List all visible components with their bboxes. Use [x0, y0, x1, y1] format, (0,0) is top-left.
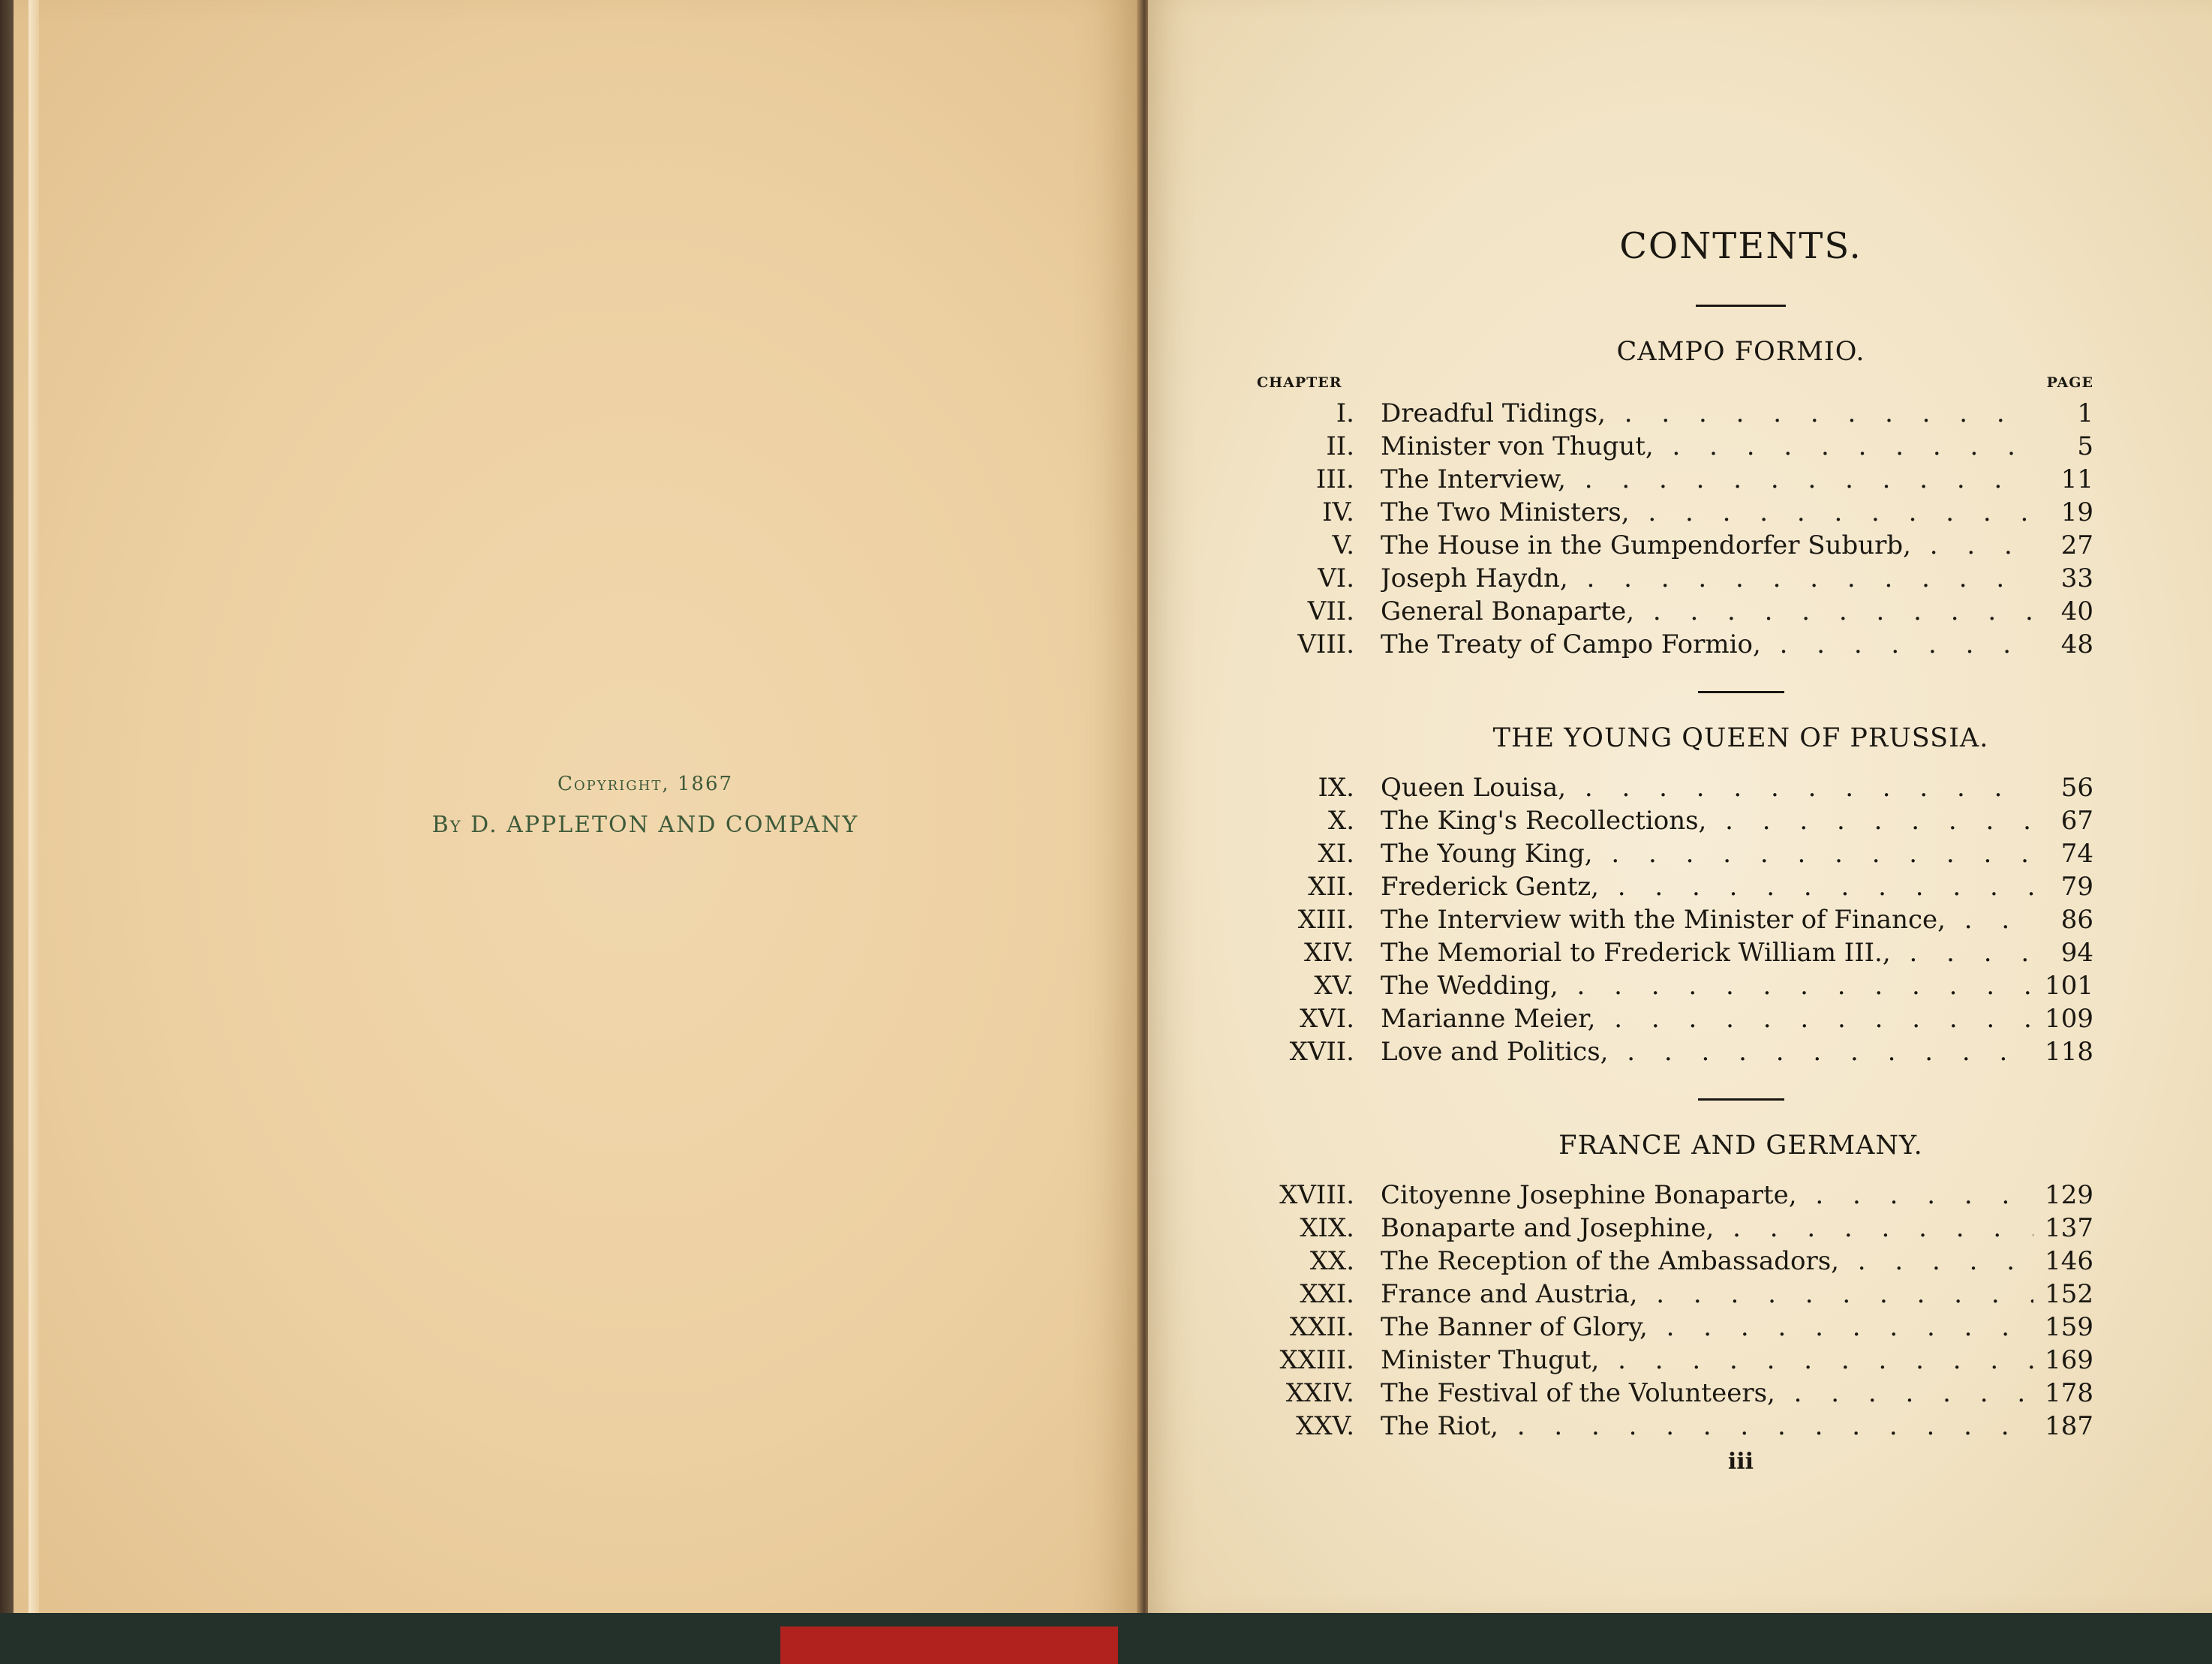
- chapter-title: The Festival of the Volunteers, . . .: [1381, 1377, 2033, 1410]
- section-title: CAMPO FORMIO.: [1616, 337, 1865, 367]
- section-rule: [1698, 691, 1784, 693]
- chapter-page: 129: [2045, 1180, 2093, 1210]
- chapter-page: 169: [2045, 1345, 2093, 1375]
- chapter-title: France and Austria, . . .: [1381, 1278, 2033, 1311]
- section-chapters: [1246, 397, 2093, 661]
- chapter-page: 159: [2045, 1312, 2093, 1342]
- chapter-title: Citoyenne Josephine Bonaparte, . . .: [1381, 1179, 2033, 1212]
- chapter-number: XVI.: [1300, 1004, 1354, 1034]
- chapter-number: XXIII.: [1279, 1345, 1354, 1375]
- chapter-row: [1246, 1245, 2093, 1278]
- chapter-title: The Two Ministers, . . .: [1381, 496, 2033, 529]
- chapter-title: The Interview, . . .: [1381, 463, 2033, 496]
- chapter-number: XXV.: [1296, 1411, 1354, 1441]
- chapter-page: 40: [2060, 596, 2093, 626]
- chapter-row: [1246, 595, 2093, 628]
- copyright-notice: [420, 773, 870, 838]
- chapter-row: [1246, 430, 2093, 463]
- chapter-number: XX.: [1309, 1246, 1354, 1276]
- chapter-row: [1246, 496, 2093, 529]
- chapter-title: Minister von Thugut, . . .: [1381, 430, 2033, 463]
- chapter-row: [1246, 870, 2093, 903]
- chapter-title: Queen Louisa, . . .: [1381, 771, 2033, 804]
- page-edge: [29, 0, 39, 1635]
- chapter-row: [1246, 1212, 2093, 1245]
- chapter-row: [1246, 804, 2093, 837]
- chapter-title: The Interview with the Minister of Finance, . . .: [1381, 903, 2033, 936]
- chapter-number: XIX.: [1300, 1213, 1354, 1243]
- chapter-page: 1: [2077, 398, 2093, 428]
- chapter-number: XII.: [1308, 872, 1354, 902]
- page-header: PAGE: [2046, 374, 2093, 391]
- chapter-page: 86: [2060, 905, 2093, 935]
- chapter-page: 56: [2060, 773, 2093, 803]
- chapter-number: XXIV.: [1285, 1378, 1354, 1408]
- copyright-line: Copyright, 1867: [557, 773, 734, 795]
- chapter-page: 109: [2045, 1004, 2093, 1034]
- chapter-number: IX.: [1318, 773, 1354, 803]
- chapter-number: XVII.: [1289, 1037, 1354, 1067]
- chapter-title: The Young King, . . .: [1381, 837, 2033, 870]
- chapter-number: VII.: [1307, 596, 1354, 626]
- chapter-number: XV.: [1314, 971, 1354, 1001]
- page-number: iii: [1727, 1449, 1754, 1475]
- chapter-page: 5: [2077, 431, 2093, 461]
- chapter-number: VI.: [1318, 563, 1354, 593]
- chapter-row: [1246, 936, 2093, 969]
- chapter-page: 146: [2045, 1246, 2093, 1276]
- chapter-row: [1246, 1278, 2093, 1311]
- chapter-number: III.: [1315, 464, 1354, 494]
- chapter-title: The King's Recollections, . . .: [1381, 804, 2033, 837]
- title-rule: [1696, 305, 1786, 307]
- chapter-row: [1246, 1179, 2093, 1212]
- chapter-number: XI.: [1318, 839, 1354, 869]
- chapter-row: [1246, 903, 2093, 936]
- chapter-row: [1246, 1002, 2093, 1035]
- chapter-title: General Bonaparte, . . .: [1381, 595, 2033, 628]
- chapter-title: Minister Thugut, . . .: [1381, 1344, 2033, 1377]
- chapter-row: [1246, 1311, 2093, 1344]
- chapter-page: 137: [2045, 1213, 2093, 1243]
- red-binding-cloth: [780, 1626, 1118, 1664]
- chapter-page: 27: [2060, 530, 2093, 560]
- section-chapters: [1246, 771, 2093, 1068]
- chapter-number: XIII.: [1297, 905, 1354, 935]
- chapter-number: XXI.: [1300, 1279, 1354, 1309]
- chapter-title: Dreadful Tidings, . . .: [1381, 397, 2033, 430]
- chapter-page: 94: [2060, 938, 2093, 968]
- contents-list: [1246, 225, 2093, 1475]
- chapter-row: [1246, 529, 2093, 562]
- page-title: CONTENTS.: [1619, 225, 1862, 267]
- chapter-page: 187: [2045, 1411, 2093, 1441]
- chapter-title: Joseph Haydn, . . .: [1381, 562, 2033, 595]
- chapter-title: The Banner of Glory, . . .: [1381, 1311, 2033, 1344]
- chapter-page: 67: [2060, 806, 2093, 836]
- chapter-row: [1246, 1344, 2093, 1377]
- chapter-row: [1246, 628, 2093, 661]
- chapter-number: IV.: [1322, 497, 1354, 527]
- chapter-number: V.: [1332, 530, 1354, 560]
- chapter-title: The Treaty of Campo Formio, . . .: [1381, 628, 2033, 661]
- section-title: FRANCE AND GERMANY.: [1558, 1131, 1923, 1161]
- chapter-number: XXII.: [1289, 1312, 1354, 1342]
- chapter-number: XVIII.: [1279, 1180, 1354, 1210]
- chapter-page: 33: [2060, 563, 2093, 593]
- chapter-row: [1246, 397, 2093, 430]
- chapter-page: 178: [2045, 1378, 2093, 1408]
- chapter-page: 101: [2045, 971, 2093, 1001]
- chapter-title: Marianne Meier, . . .: [1381, 1002, 2033, 1035]
- chapter-page: 79: [2060, 872, 2093, 902]
- chapter-title: Bonaparte and Josephine, . . .: [1381, 1212, 2033, 1245]
- chapter-row: [1246, 1035, 2093, 1068]
- chapter-title: The Reception of the Ambassadors, . . .: [1381, 1245, 2033, 1278]
- chapter-page: 19: [2060, 497, 2093, 527]
- chapter-page: 118: [2045, 1037, 2093, 1067]
- chapter-title: The Riot, . . .: [1381, 1410, 2033, 1443]
- chapter-number: X.: [1327, 806, 1354, 836]
- chapter-number: I.: [1336, 398, 1354, 428]
- chapter-title: The Wedding, . . .: [1381, 969, 2033, 1002]
- chapter-page: 152: [2045, 1279, 2093, 1309]
- chapter-number: VIII.: [1297, 629, 1354, 659]
- chapter-row: [1246, 771, 2093, 804]
- chapter-title: The Memorial to Frederick William III., . . .: [1381, 936, 2033, 969]
- section-chapters: [1246, 1179, 2093, 1443]
- column-headers: [1246, 374, 2093, 397]
- chapter-row: [1246, 969, 2093, 1002]
- chapter-page: 48: [2060, 629, 2093, 659]
- chapter-row: [1246, 1377, 2093, 1410]
- chapter-title: The House in the Gumpendorfer Suburb, . . .: [1381, 529, 2033, 562]
- chapter-page: 11: [2060, 464, 2093, 494]
- section-title: THE YOUNG QUEEN OF PRUSSIA.: [1492, 723, 1989, 753]
- chapter-row: [1246, 1410, 2093, 1443]
- chapter-title: Love and Politics, . . .: [1381, 1035, 2033, 1068]
- chapter-page: 74: [2060, 839, 2093, 869]
- chapter-number: II.: [1326, 431, 1354, 461]
- chapter-title: Frederick Gentz, . . .: [1381, 870, 2033, 903]
- chapter-row: [1246, 837, 2093, 870]
- publisher-line: By D. APPLETON AND COMPANY: [431, 812, 859, 838]
- chapter-row: [1246, 562, 2093, 595]
- section-rule: [1698, 1098, 1784, 1101]
- chapter-header: CHAPTER: [1257, 374, 1342, 391]
- chapter-row: [1246, 463, 2093, 496]
- chapter-number: XIV.: [1303, 938, 1354, 968]
